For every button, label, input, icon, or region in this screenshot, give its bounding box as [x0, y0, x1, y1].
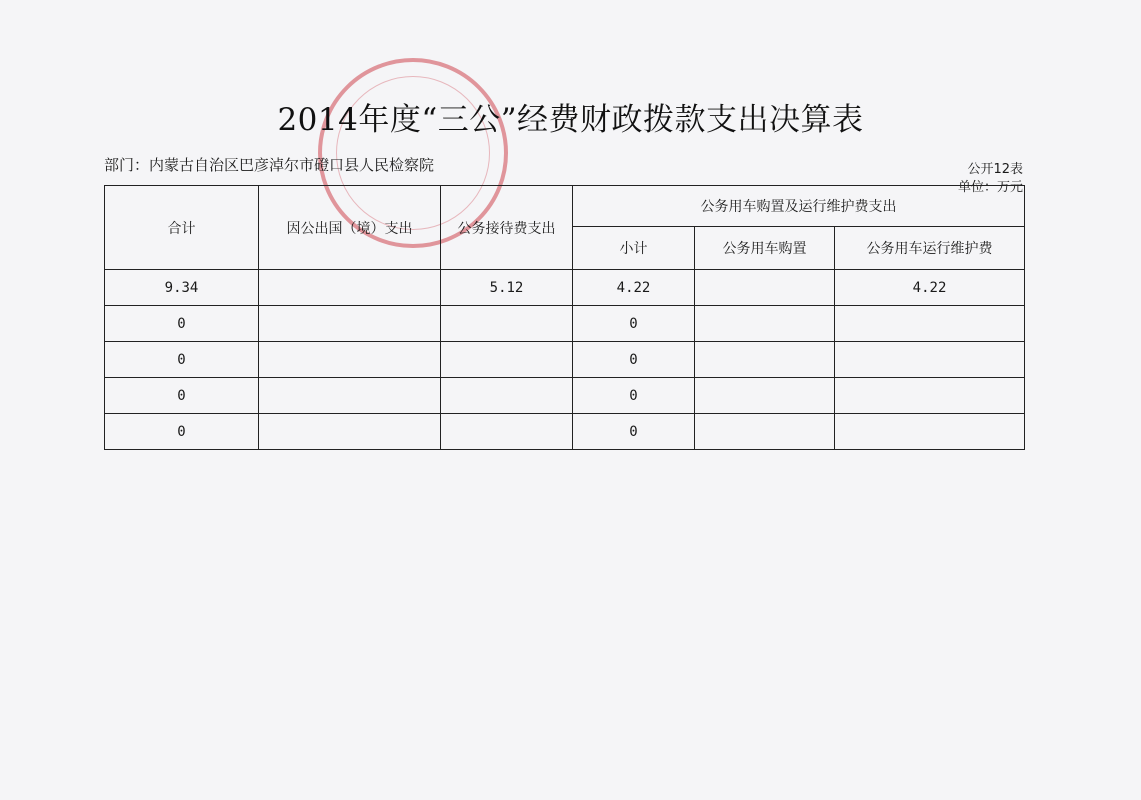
unit-label: 单位：万元: [957, 180, 1023, 195]
cell-vehicle-maintenance: [835, 306, 1025, 342]
header-total: 合计: [105, 186, 259, 270]
table-row: [105, 342, 1025, 378]
cell-vehicle-maintenance: [835, 414, 1025, 450]
cell-subtotal: 0: [573, 414, 695, 450]
cell-vehicle-purchase: [695, 378, 835, 414]
cell-abroad: [259, 378, 441, 414]
cell-abroad: [259, 342, 441, 378]
header-abroad: 因公出国（境）支出: [259, 186, 441, 270]
table-row: [105, 306, 1025, 342]
cell-total: 0: [105, 378, 259, 414]
cell-subtotal: 0: [573, 378, 695, 414]
cell-reception: 5.12: [441, 270, 573, 306]
page-title: 2014年度“三公”经费财政拨款支出决算表: [277, 102, 864, 138]
header-vehicle-purchase: 公务用车购置: [695, 227, 835, 270]
cell-reception: [441, 378, 573, 414]
cell-vehicle-purchase: [695, 342, 835, 378]
table-row: [105, 414, 1025, 450]
cell-abroad: [259, 270, 441, 306]
header-vehicle-group: 公务用车购置及运行维护费支出: [573, 186, 1025, 227]
cell-vehicle-purchase: [695, 414, 835, 450]
cell-vehicle-maintenance: [835, 378, 1025, 414]
cell-vehicle-purchase: [695, 306, 835, 342]
cell-abroad: [259, 306, 441, 342]
form-number: 公开12表: [967, 162, 1023, 177]
cell-abroad: [259, 414, 441, 450]
table-row: [105, 378, 1025, 414]
cell-total: 9.34: [105, 270, 259, 306]
cell-reception: [441, 306, 573, 342]
table-row: [105, 270, 1025, 306]
header-reception: 公务接待费支出: [441, 186, 573, 270]
header-subtotal: 小计: [573, 227, 695, 270]
table-header-row: [105, 186, 1025, 227]
cell-total: 0: [105, 414, 259, 450]
cell-subtotal: 4.22: [573, 270, 695, 306]
cell-vehicle-maintenance: 4.22: [835, 270, 1025, 306]
cell-total: 0: [105, 306, 259, 342]
cell-vehicle-maintenance: [835, 342, 1025, 378]
cell-subtotal: 0: [573, 306, 695, 342]
cell-vehicle-purchase: [695, 270, 835, 306]
expenditure-table: [104, 185, 1025, 450]
cell-reception: [441, 414, 573, 450]
cell-total: 0: [105, 342, 259, 378]
cell-subtotal: 0: [573, 342, 695, 378]
cell-reception: [441, 342, 573, 378]
header-vehicle-maintenance: 公务用车运行维护费: [835, 227, 1025, 270]
department-label: 部门：内蒙古自治区巴彦淖尔市磴口县人民检察院: [104, 156, 435, 174]
